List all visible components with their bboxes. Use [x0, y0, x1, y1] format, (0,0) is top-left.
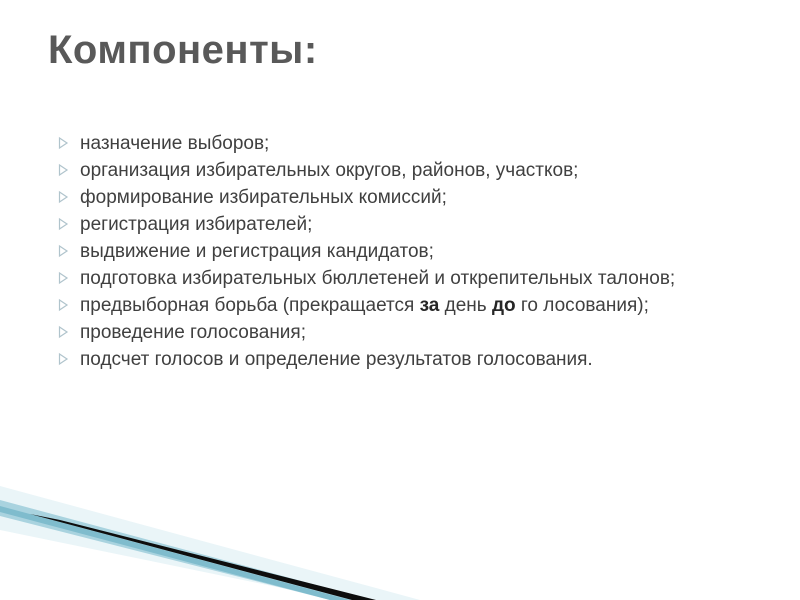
bullet-text: выдвижение и регистрация кандидатов; — [80, 241, 434, 262]
bullet-text: формирование избирательных комиссий; — [80, 187, 447, 208]
swoosh-light-band — [0, 486, 420, 600]
bullet-text-bold: до — [491, 295, 516, 316]
swoosh-dark-band — [30, 514, 376, 600]
bullet-text: назначение выборов; — [80, 133, 270, 154]
slide-title: Компоненты: — [48, 28, 318, 72]
bullet-text: организация избирательных округов, районов, участков; — [80, 160, 579, 181]
bullet-text-bold: за — [419, 295, 440, 316]
bullet-text: предвыборная борьба (прекращается — [80, 295, 420, 316]
bullet-text: регистрация избирателей; — [80, 214, 313, 235]
bullet-text: го лосования); — [515, 295, 649, 316]
bullet-text: подготовка избирательных бюллетеней и открепительных талонов; — [80, 268, 676, 289]
bullet-text: подсчет голосов и определение результатов голосования. — [80, 349, 593, 370]
bullet-text: день — [439, 295, 492, 316]
bullet-text: проведение голосования; — [80, 322, 306, 343]
